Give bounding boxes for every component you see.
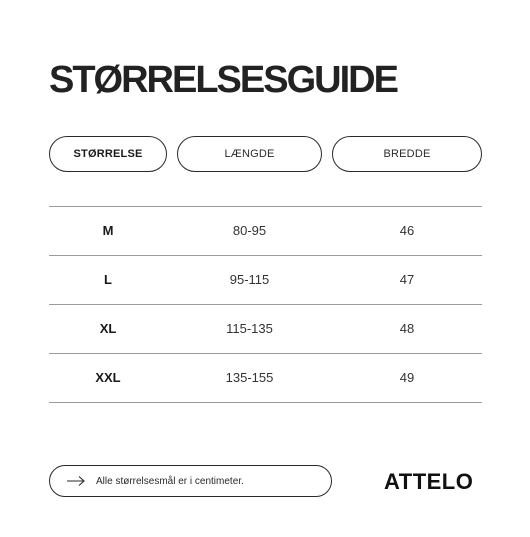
width-cell: 49 <box>399 370 415 385</box>
length-cell: 95-115 <box>229 272 270 287</box>
size-table <box>49 206 482 403</box>
measurement-note <box>49 465 332 497</box>
size-cell: XXL <box>95 370 121 385</box>
width-cell: 48 <box>399 321 415 336</box>
table-row <box>49 354 482 403</box>
size-cell: M <box>102 223 114 238</box>
page-title: STØRRELSESGUIDE <box>49 59 397 101</box>
length-cell: 135-155 <box>225 370 274 385</box>
note-text: Alle størrelsesmål er i centimeter. <box>96 475 244 487</box>
size-cell: L <box>104 272 112 287</box>
arrow-right-icon <box>66 475 86 487</box>
column-header-width: BREDDE <box>332 136 482 172</box>
width-cell: 47 <box>399 272 415 287</box>
column-header-length: LÆNGDE <box>177 136 322 172</box>
table-row <box>49 305 482 354</box>
length-cell: 80-95 <box>232 223 267 238</box>
brand-logo: ATTELO <box>384 469 474 494</box>
table-row <box>49 256 482 305</box>
length-cell: 115-135 <box>226 321 273 336</box>
width-cell: 46 <box>399 223 415 238</box>
column-header-size: STØRRELSE <box>49 136 167 172</box>
size-cell: XL <box>99 321 117 336</box>
table-row <box>49 207 482 256</box>
